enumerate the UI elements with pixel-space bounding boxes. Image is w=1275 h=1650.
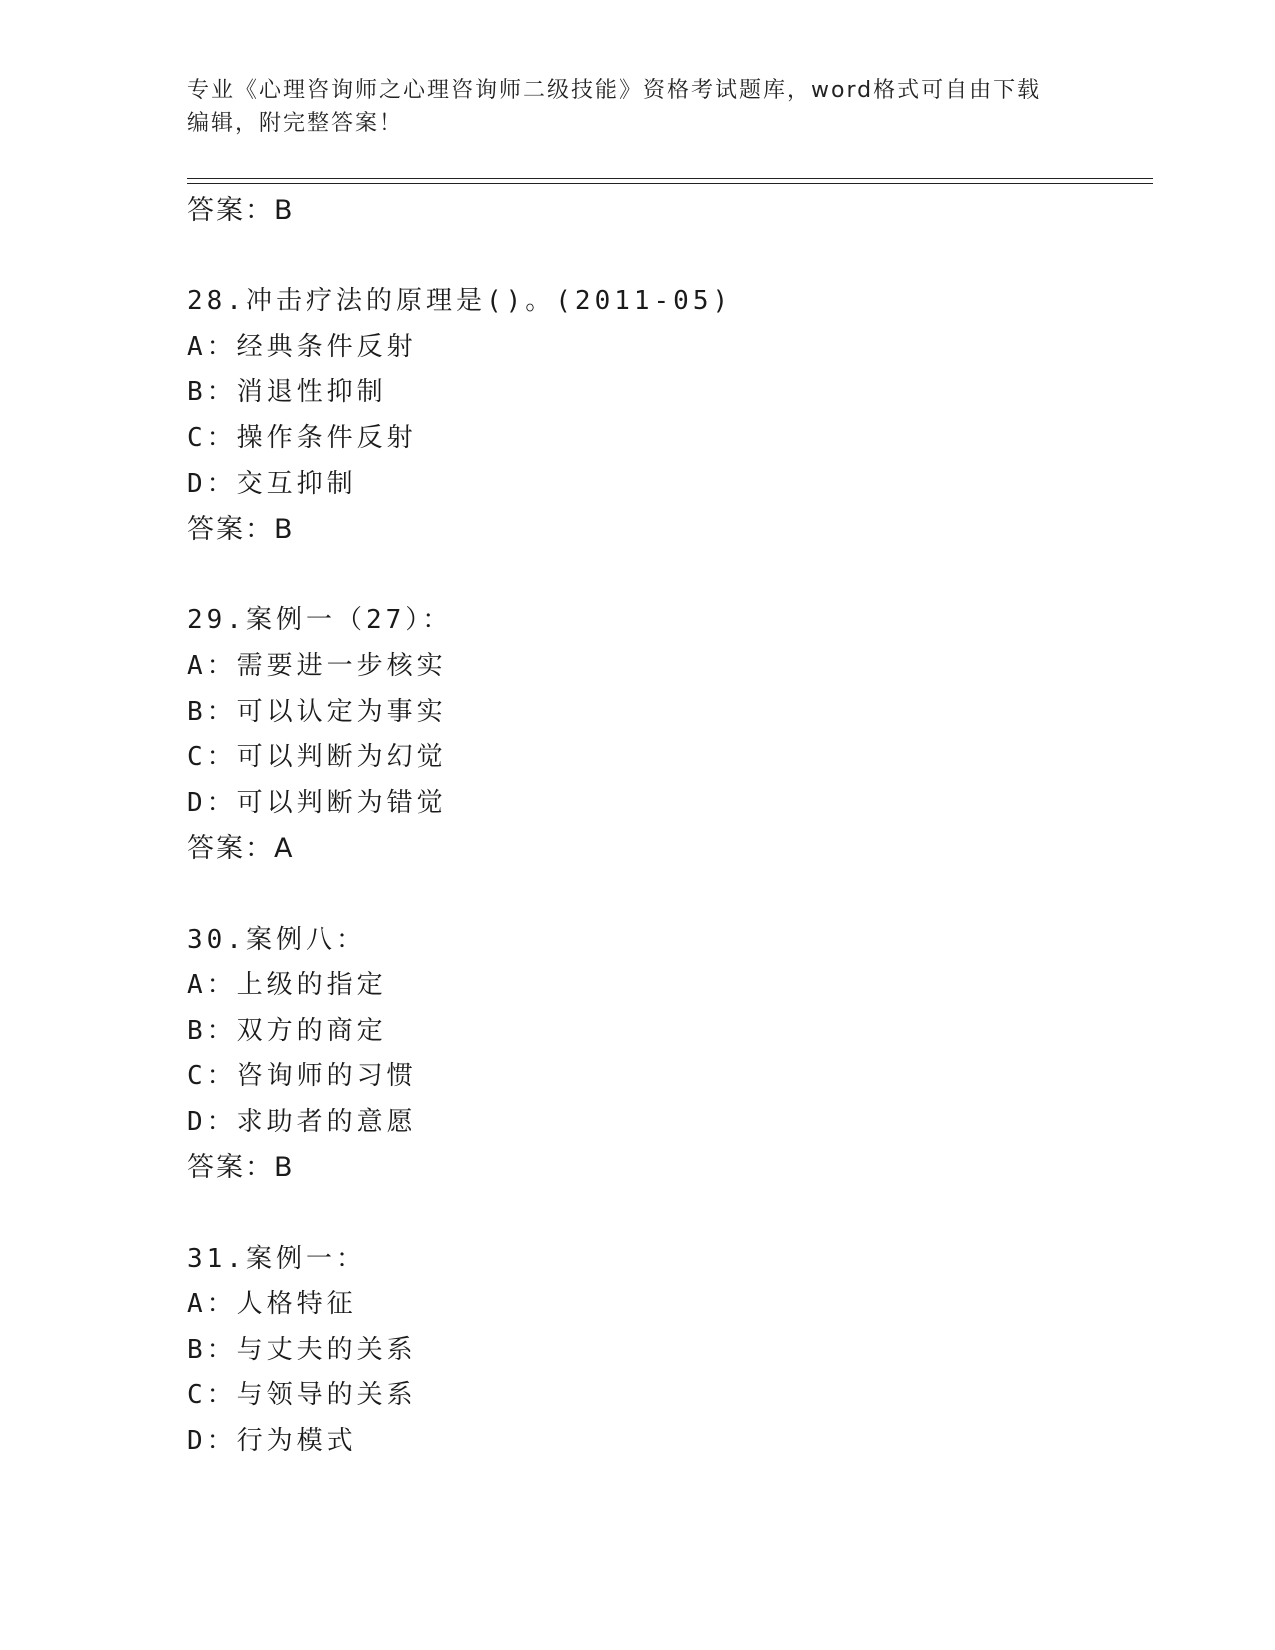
question-list	[187, 188, 1147, 1465]
option-a: A：经典条件反射	[187, 331, 417, 362]
answer-line: 答案：B	[187, 1152, 295, 1184]
option-b: B：可以认定为事实	[187, 696, 447, 727]
spacer	[187, 872, 1147, 918]
spacer	[187, 1191, 1147, 1237]
option-d: D：求助者的意愿	[187, 1106, 417, 1137]
option-c: C：操作条件反射	[187, 422, 417, 453]
question-stem: 30.案例八：	[187, 924, 366, 955]
header-line-2: 编辑，附完整答案！	[187, 111, 404, 136]
question-stem: 28.冲击疗法的原理是()。(2011-05)	[187, 286, 733, 317]
option-a: A：人格特征	[187, 1289, 357, 1320]
question-block	[187, 279, 1147, 553]
answer-line: 答案：A	[187, 833, 295, 865]
option-c: C：可以判断为幻觉	[187, 742, 447, 773]
header-line-1: 专业《心理咨询师之心理咨询师二级技能》资格考试题库，word格式可自由下载	[187, 78, 1042, 103]
question-block	[187, 918, 1147, 1192]
option-b: B：消退性抑制	[187, 377, 387, 408]
option-d: D：交互抑制	[187, 468, 357, 499]
spacer	[187, 234, 1147, 280]
option-d: D：行为模式	[187, 1426, 357, 1457]
option-a: A：上级的指定	[187, 970, 387, 1001]
header-rule-bottom	[187, 183, 1153, 184]
question-stem: 31.案例一：	[187, 1243, 366, 1274]
option-d: D：可以判断为错觉	[187, 787, 447, 818]
question-stem: 29.案例一（27）：	[187, 605, 453, 636]
document-header	[187, 74, 1087, 140]
option-b: B：双方的商定	[187, 1015, 387, 1046]
spacer	[187, 553, 1147, 599]
question-block	[187, 1237, 1147, 1465]
option-a: A：需要进一步核实	[187, 650, 447, 681]
answer-line: 答案：B	[187, 514, 295, 546]
option-c: C：咨询师的习惯	[187, 1061, 417, 1092]
question-block	[187, 598, 1147, 872]
option-c: C：与领导的关系	[187, 1380, 417, 1411]
header-rule-top	[187, 178, 1153, 179]
option-b: B：与丈夫的关系	[187, 1334, 417, 1365]
answer-line: 答案：B	[187, 195, 295, 226]
